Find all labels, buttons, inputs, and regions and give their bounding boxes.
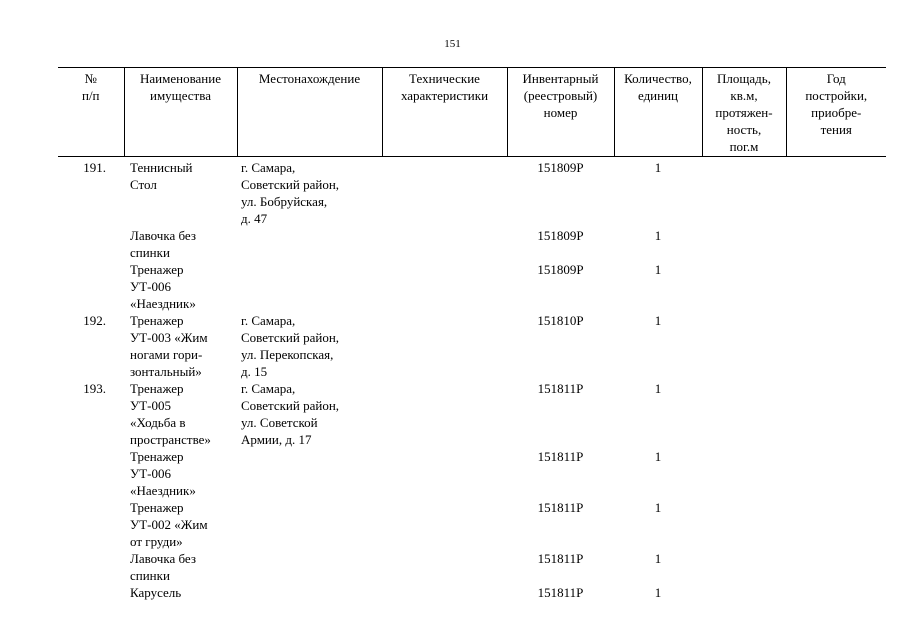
page-number: 151 <box>444 38 461 50</box>
row-quantity: 1 <box>654 585 662 600</box>
row-year <box>786 227 886 261</box>
row-year <box>786 448 886 499</box>
row-location <box>237 227 382 261</box>
row-number <box>58 261 124 312</box>
row-inventory-number: 151809Р <box>537 160 584 175</box>
header-inventory-number: Инвентарный (реестровый) номер <box>507 68 614 157</box>
row-name: Тренажер УТ-005 «Ходьба в пространстве» <box>130 381 211 447</box>
row-name: Тренажер УТ-003 «Жим ногами гори- зонтальный» <box>130 313 208 379</box>
header-year: Год постройки, приобре- тения <box>786 68 886 157</box>
header-area: Площадь, кв.м, протяжен- ность, пог.м <box>702 68 786 157</box>
row-inventory-number: 151811Р <box>537 381 584 396</box>
row-inventory-number: 151811Р <box>537 449 584 464</box>
row-name: Тренажер УТ-002 «Жим от груди» <box>130 500 208 549</box>
row-location: г. Самара, Советский район, ул. Перекопская, д. 15 <box>241 313 340 379</box>
row-year <box>786 261 886 312</box>
row-area <box>702 550 786 584</box>
table-row <box>58 499 886 550</box>
row-tech <box>382 380 507 448</box>
row-name: Тренажер УТ-006 «Наездник» <box>130 262 196 311</box>
row-location: г. Самара, Советский район, ул. Бобруйская, д. 47 <box>241 160 340 226</box>
table-header-row <box>58 68 886 157</box>
row-area <box>702 380 786 448</box>
table-row <box>58 584 886 601</box>
header-quantity: Количество, единиц <box>614 68 702 157</box>
table-row <box>58 157 886 228</box>
row-number <box>58 448 124 499</box>
row-inventory-number: 151811Р <box>537 500 584 515</box>
row-number: 192. <box>83 313 106 328</box>
row-quantity: 1 <box>654 381 662 396</box>
row-number: 191. <box>83 160 106 175</box>
row-name: Теннисный Стол <box>130 160 193 192</box>
header-tech-specs: Технические характеристики <box>382 68 507 157</box>
table-body <box>58 157 886 602</box>
row-number: 193. <box>83 381 106 396</box>
row-quantity: 1 <box>654 228 662 243</box>
row-tech <box>382 448 507 499</box>
row-year <box>786 312 886 380</box>
row-year <box>786 499 886 550</box>
row-area <box>702 584 786 601</box>
header-number: № п/п <box>58 68 124 157</box>
table-row <box>58 448 886 499</box>
row-year <box>786 584 886 601</box>
row-name: Карусель <box>130 585 182 600</box>
row-year <box>786 550 886 584</box>
row-location <box>237 550 382 584</box>
row-inventory-number: 151811Р <box>537 551 584 566</box>
row-location <box>237 584 382 601</box>
row-quantity: 1 <box>654 160 662 175</box>
row-inventory-number: 151809Р <box>537 262 584 277</box>
row-number <box>58 499 124 550</box>
row-name: Лавочка без спинки <box>130 551 196 583</box>
row-inventory-number: 151811Р <box>537 585 584 600</box>
row-name: Лавочка без спинки <box>130 228 196 260</box>
row-number <box>58 584 124 601</box>
row-location: г. Самара, Советский район, ул. Советской Армии, д. 17 <box>241 381 340 447</box>
row-quantity: 1 <box>654 551 662 566</box>
table-row <box>58 550 886 584</box>
row-tech <box>382 157 507 228</box>
row-quantity: 1 <box>654 262 662 277</box>
header-name: Наименование имущества <box>124 68 237 157</box>
property-table <box>58 67 886 601</box>
row-location <box>237 261 382 312</box>
row-tech <box>382 550 507 584</box>
row-location <box>237 448 382 499</box>
row-inventory-number: 151810Р <box>537 313 584 328</box>
row-tech <box>382 584 507 601</box>
row-tech <box>382 499 507 550</box>
header-location: Местонахождение <box>237 68 382 157</box>
table-row <box>58 261 886 312</box>
row-area <box>702 157 786 228</box>
row-area <box>702 261 786 312</box>
row-number <box>58 227 124 261</box>
row-location <box>237 499 382 550</box>
table-row <box>58 227 886 261</box>
row-area <box>702 312 786 380</box>
row-year <box>786 157 886 228</box>
row-tech <box>382 227 507 261</box>
row-quantity: 1 <box>654 449 662 464</box>
row-inventory-number: 151809Р <box>537 228 584 243</box>
row-year <box>786 380 886 448</box>
row-tech <box>382 312 507 380</box>
table-row <box>58 380 886 448</box>
table-row <box>58 312 886 380</box>
row-number <box>58 550 124 584</box>
row-area <box>702 448 786 499</box>
row-area <box>702 227 786 261</box>
row-name: Тренажер УТ-006 «Наездник» <box>130 449 196 498</box>
row-area <box>702 499 786 550</box>
row-tech <box>382 261 507 312</box>
row-quantity: 1 <box>654 500 662 515</box>
row-quantity: 1 <box>654 313 662 328</box>
